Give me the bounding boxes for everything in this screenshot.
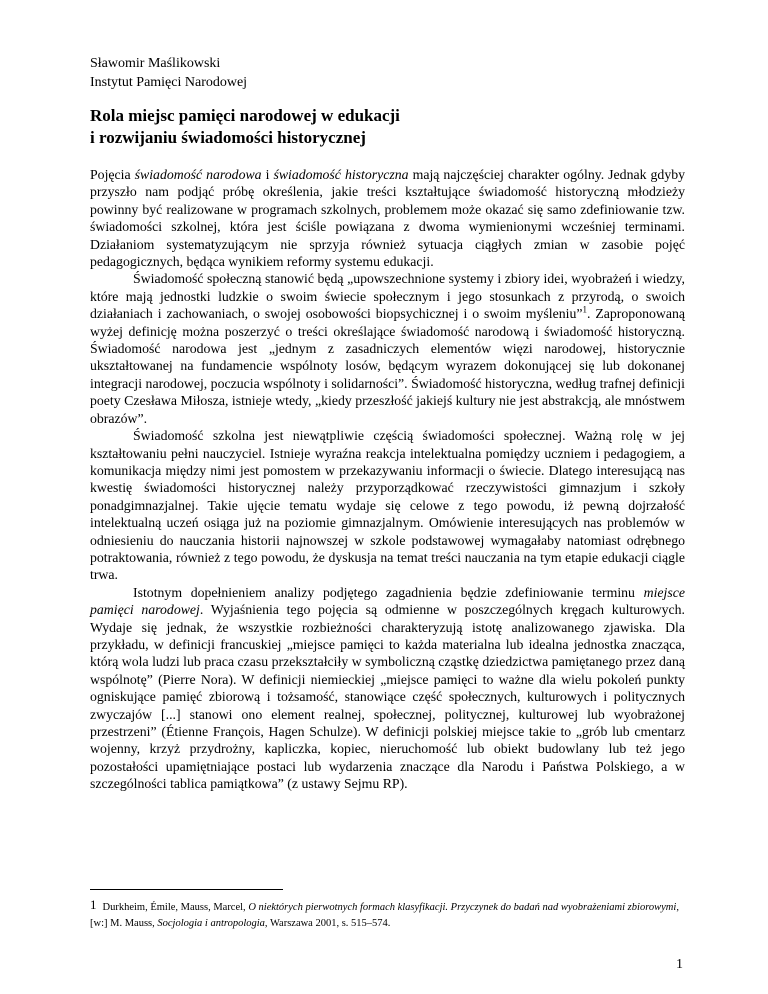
paragraph-3: Świadomość szkolna jest niewątpliwie częścią świadomości społecznej. Ważną rolę w jej kształtowaniu pełni nauczyciel. Istnieje wyraźna reakcja intelektualna pomiędzy uczniem i pedagogiem, a komunikacja między nimi jest pomostem w przekazywaniu informacji o świecie. Dlatego interesującą nas kwestię świadomości historycznej należy przyporządkować rzeczywistości gimnazjum i szkoły ponadgimnazjalnej. Takie ujęcie tematu wydaje się celowe z tego powodu, iż pewną dojrzałość intelektualną uczeń osiąga już na poziomie gimnazjalnym. Omówienie interesujących nas problemów w odniesieniu do nauczania historii najnowszej w szkole podstawowej wymagałaby natomiast odrębnego potraktowania, również z tego powodu, że dyskusja na temat treści nauczania na tym etapie edukacji ciągle trwa. — [90, 428, 685, 583]
footnote-title: Socjologia i antropologia — [157, 918, 265, 929]
text-run: Pojęcia — [90, 167, 135, 182]
footnote-text: , Warszawa 2001, s. 515–574. — [264, 918, 391, 929]
title-line-1: Rola miejsc pamięci narodowej w edukacji — [90, 106, 400, 125]
paragraph-4 — [90, 584, 685, 793]
page-number: 1 — [676, 957, 683, 972]
text-run: i — [261, 167, 274, 182]
italic-term: miejsce pamięci narodowej — [90, 584, 685, 618]
footnote-number: 1 — [90, 897, 97, 912]
article-body — [90, 166, 685, 793]
footnote-text: , [w:] M. Mauss, — [90, 902, 679, 929]
text-run: Istotnym dopełnieniem analizy podjętego zagadnienia będzie zdefiniowanie terminu — [133, 584, 644, 600]
author-name: Sławomir Maślikowski — [90, 56, 221, 71]
footnote — [90, 897, 685, 932]
italic-term: świadomość narodowa — [134, 167, 262, 182]
footnote-title: O niektórych pierwotnych formach klasyfikacji. Przyczynek do badań nad wyobrażeniami zbiorowymi — [248, 902, 677, 913]
footnote-text: Durkheim, Émile, Mauss, Marcel, — [102, 902, 249, 913]
text-run: . Zaproponowaną wyżej definicję można poszerzyć o treści określające świadomość narodową i świadomość historyczną. Świadomość narodowa jest „jednym z zasadniczych elementów więzi narodowej, historycznie ukształtowanej na fundamencie wspólnoty losów, będącym wyrazem dokonującej się lub dokonanej integracji narodowej, poczucia wspólnoty i solidarności”. Świadomość historyczna, według trafnej definicji poety Czesława Miłosza, istnieje wtedy, „kiedy przeszłość jakiejś kultury nie jest abstrakcją, ale mnóstwem obrazów”. — [90, 306, 686, 426]
title-line-2: i rozwijaniu świadomości historycznej — [90, 128, 366, 147]
paragraph-1 — [90, 166, 685, 270]
author-institution: Instytut Pamięci Narodowej — [90, 75, 248, 90]
italic-term: świadomość historyczna — [273, 167, 409, 182]
author-block — [90, 54, 685, 92]
document-page — [90, 54, 685, 793]
text-run: mają najczęściej charakter ogólny. Jednak gdyby przyszło nam podjąć próbę określenia, jakie treści kształtujące świadomość historyczną młodzieży powinny być realizowane w programach szkolnych, problemem może okazać się samo zdefiniowanie tzw. świadomości szkolnej, która jest ściśle powiązana z dwoma wymienionymi wcześniej terminami. Działaniom systematyzującym nie sprzyja również sytuacja ciągłych zmian w zasobie pojęć pedagogicznych, będąca wynikiem reformy systemu edukacji. — [90, 167, 686, 270]
text-run: Świadomość społeczną stanowić będą „upowszechnione systemy i zbiory idei, wyobrażeń i wiedzy, które mają jednostki ludzkie o swoim świecie społecznym i jego stosunkach z przyrodą, o swoich działaniach i zachowaniach, o swojej osobowości biopsychicznej i o swoim myśleniu” — [90, 271, 685, 322]
footnote-divider — [90, 889, 283, 890]
footnote-ref[interactable]: 1 — [582, 304, 587, 315]
text-run: . Wyjaśnienia tego pojęcia są odmienne w poszczególnych kręgach kulturowych. Wydaje się jednak, że wszystkie rozbieżności charakteryzują istotę analizowanego zjawiska. Dla przykładu, w definicji francuskiej „miejsce pamięci to każda materialna lub idealna jednostka znacząca, którą wola ludzi lub praca czasu przekształciły w symboliczną cząstkę dziedzictwa pamiętanego przez daną wspólnotę” (Pierre Nora). W definicji niemieckiej „miejsce pamięci to ważne dla wielu pokoleń punkty ogniskujące pamięć zbiorową i tożsamość, stanowiące część społecznych, kulturowych i politycznych zwyczajów [...] stanowi ono element realnej, społecznej, politycznej, kulturowej lub wyobrażonej przestrzeni” (Étienne François, Hagen Schulze). W definicji polskiej miejsce takie to „grób lub cmentarz wojenny, krzyż przydrożny, kapliczka, kopiec, nieruchomość lub obiekt budowlany lub też jego pozostałości upamiętniające postaci lub wydarzenia znaczące dla Narodu i Państwa Polskiego, a w szczególności tablica pamiątkowa” (z ustawy Sejmu RP). — [90, 602, 685, 792]
article-title — [90, 105, 685, 149]
paragraph-2 — [90, 270, 685, 427]
